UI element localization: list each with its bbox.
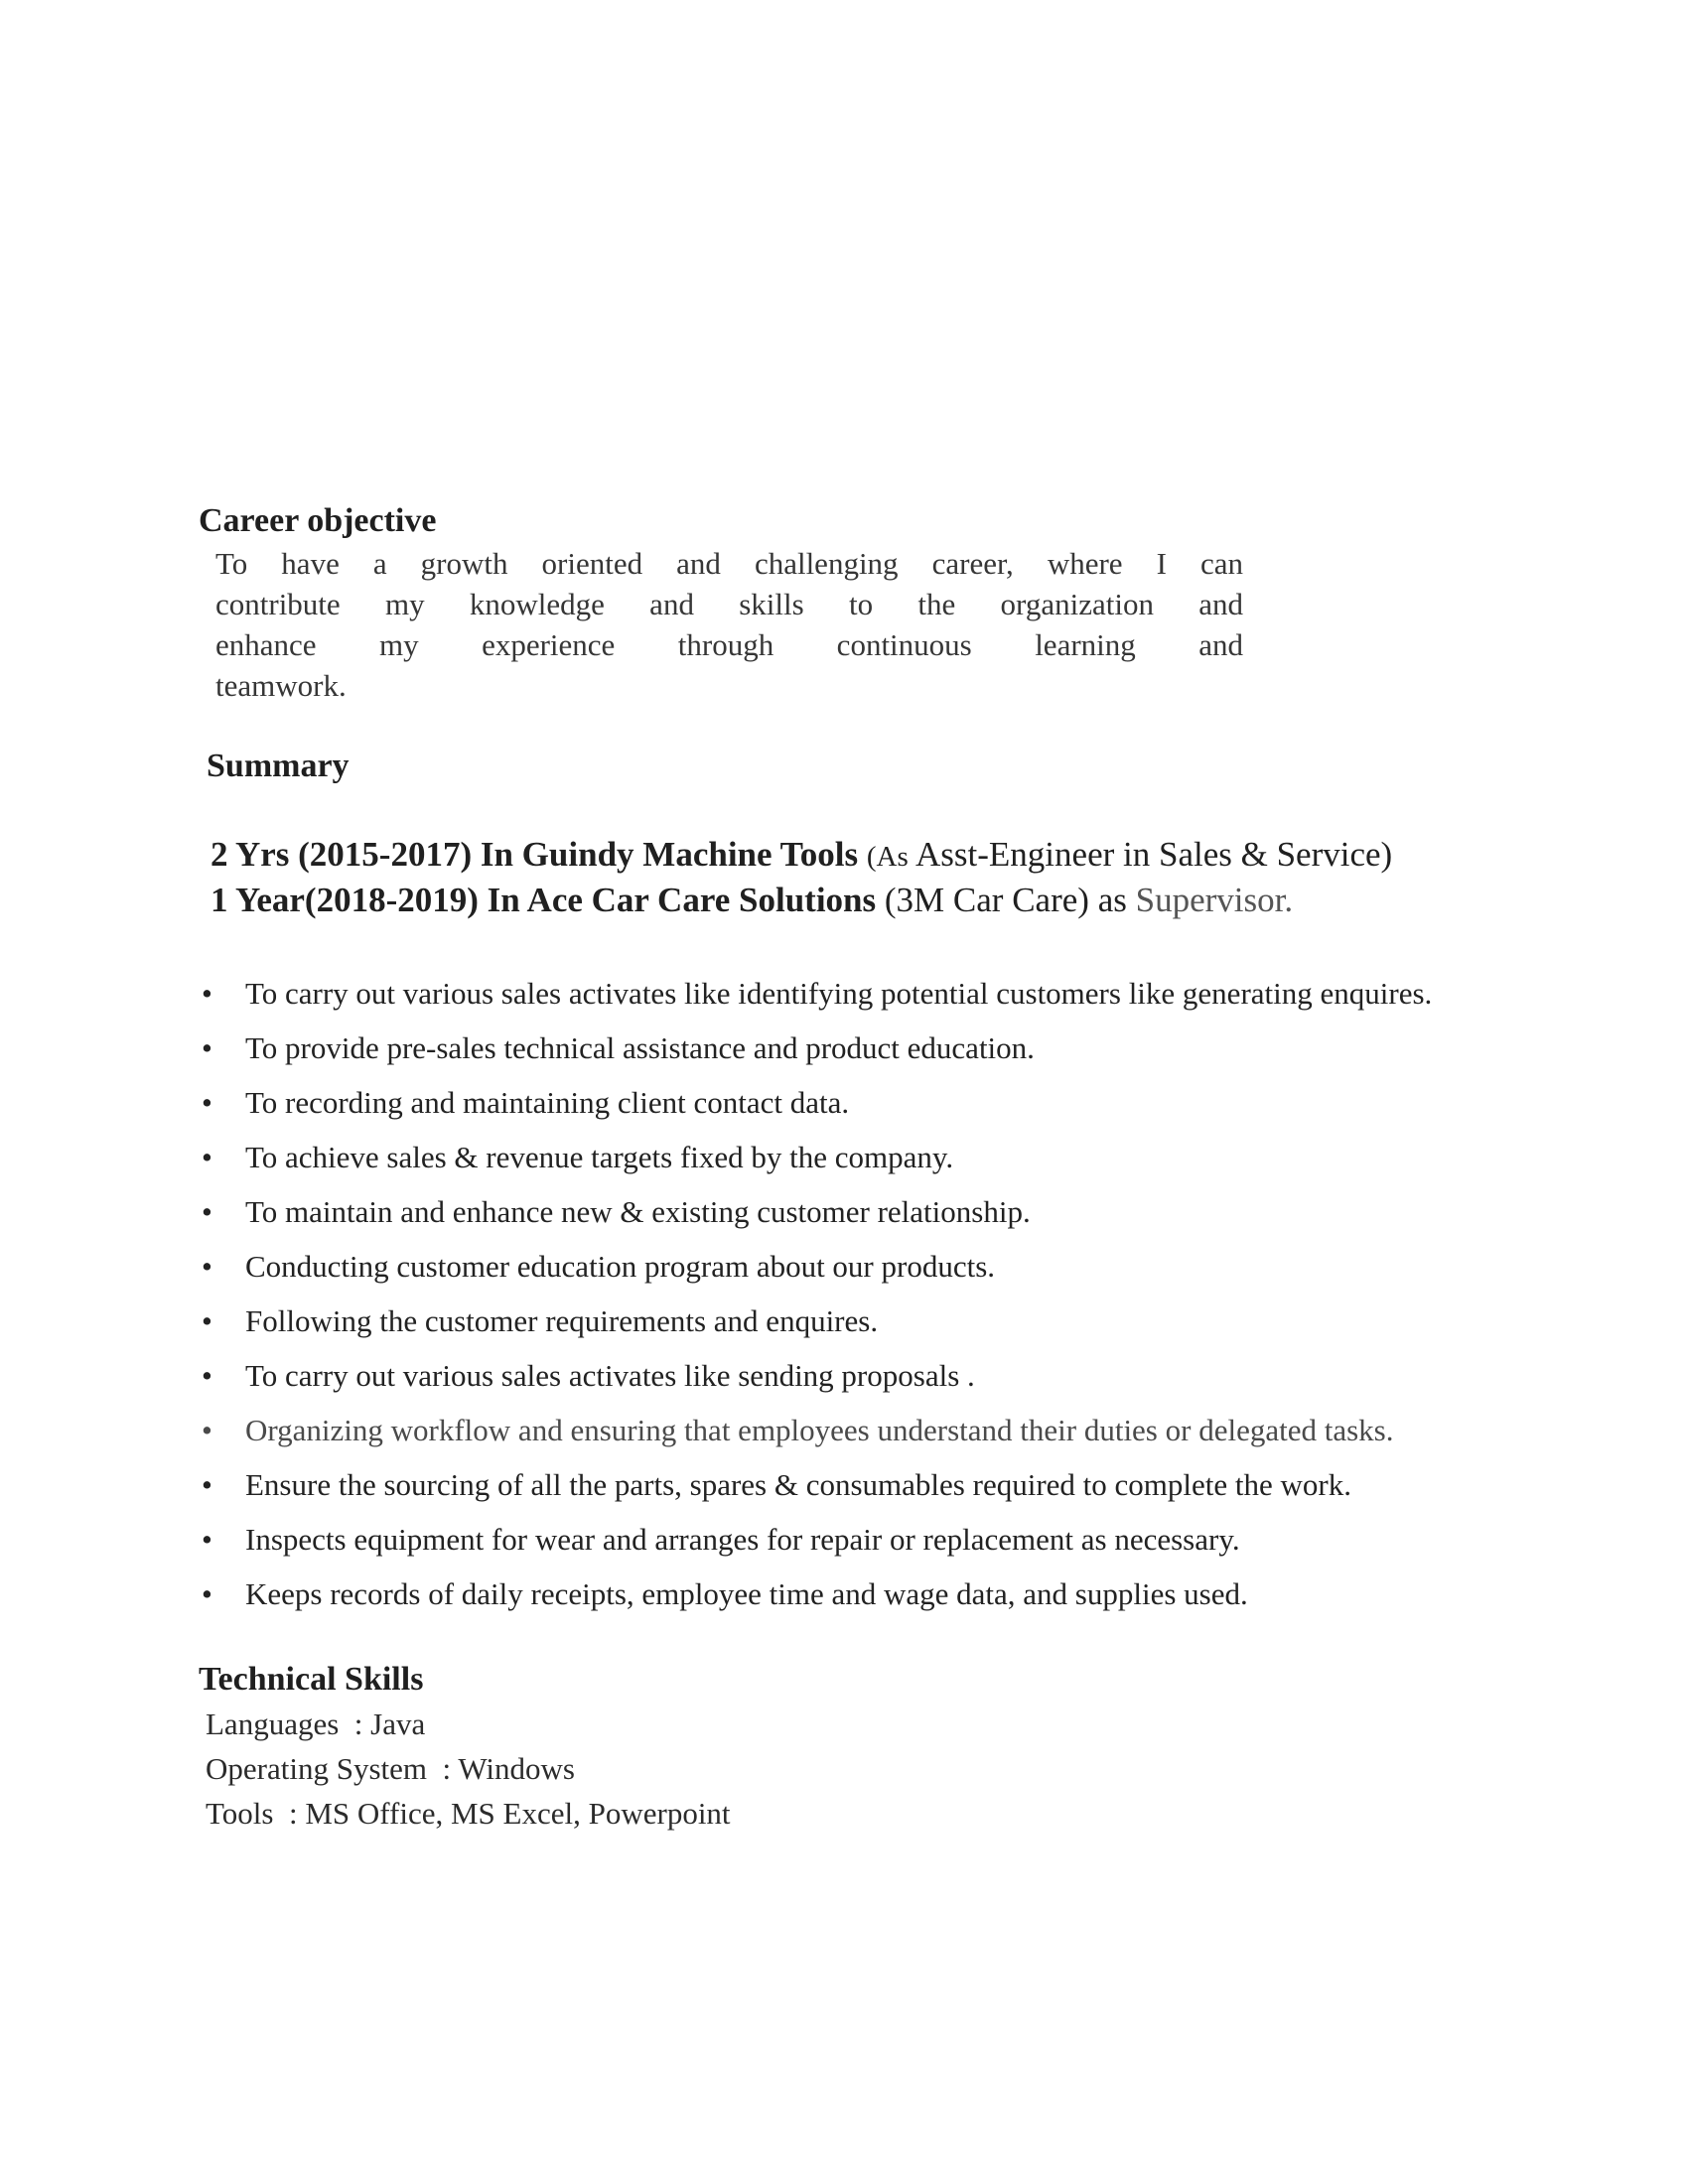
career-objective-paragraph [215,543,1243,706]
bullet-icon: • [202,1249,212,1284]
bullet-icon: • [202,1467,212,1502]
skills-value: MS Office, MS Excel, Powerpoint [305,1796,731,1831]
experience-company: 2 Yrs (2015-2017) In Guindy Machine Tools [211,835,867,874]
bullet-icon: • [202,1085,212,1120]
bullet-icon: • [202,1140,212,1174]
bullet-text: To achieve sales & revenue targets fixed by the company. [245,1140,954,1174]
bullet-icon: • [202,1358,212,1393]
technical-skills-heading: Technical Skills [199,1661,424,1698]
bullet-text: To provide pre-sales technical assistance and product education. [245,1030,1035,1065]
career-objective-heading: Career objective [199,502,437,539]
technical-skills-list [206,1702,1589,1836]
list-item [202,1136,1581,1178]
summary-heading: Summary [207,748,350,784]
bullet-text: To maintain and enhance new & existing customer relationship. [245,1194,1031,1229]
experience-line-2 [211,879,1589,921]
bullet-icon: • [202,1522,212,1557]
skills-separator: : [427,1751,459,1786]
skills-row [206,1791,1589,1836]
bullet-text: To recording and maintaining client contact data. [245,1085,850,1120]
bullet-text: Organizing workflow and ensuring that employees understand their duties or delegated tasks. [245,1413,1394,1447]
paragraph-line: To have a growth oriented and challenging career, where I can [215,546,1243,581]
bullet-icon: • [202,1413,212,1447]
responsibilities-list [202,972,1581,1615]
paragraph-line: contribute my knowledge and skills to the organization and [215,587,1243,621]
list-item [202,1463,1581,1506]
skills-row [206,1702,1589,1746]
list-item [202,1409,1581,1451]
list-item [202,972,1581,1015]
experience-block [211,833,1589,921]
bullet-icon: • [202,1194,212,1229]
experience-role: (3M Car Care) as [884,881,1136,919]
paragraph-line: enhance my experience through continuous learning and [215,627,1243,662]
bullet-text: Conducting customer education program about our products. [245,1249,996,1284]
experience-role-prefix: (As [866,841,916,873]
bullet-text: Keeps records of daily receipts, employee time and wage data, and supplies used. [245,1576,1248,1611]
bullet-icon: • [202,1303,212,1338]
skills-label: Tools [206,1796,274,1831]
bullet-text: Inspects equipment for wear and arranges for repair or replacement as necessary. [245,1522,1240,1557]
skills-label: Operating System [206,1751,427,1786]
bullet-text: Ensure the sourcing of all the parts, spares & consumables required to complete the work. [245,1467,1351,1502]
bullet-text: Following the customer requirements and enquires. [245,1303,879,1338]
experience-role: Asst-Engineer in Sales & Service) [915,835,1393,874]
skills-separator: : [339,1706,371,1741]
experience-company: 1 Year(2018-2019) In Ace Car Care Solutions [211,881,885,919]
list-item [202,1518,1581,1561]
skills-separator: : [273,1796,306,1831]
list-item [202,1190,1581,1233]
experience-line-1 [211,833,1589,879]
experience-role-title: Supervisor. [1135,881,1294,919]
skills-value: Java [370,1706,426,1741]
list-item [202,1299,1581,1342]
bullet-icon: • [202,976,212,1011]
bullet-text: To carry out various sales activates like sending proposals . [245,1358,975,1393]
list-item [202,1081,1581,1124]
bullet-text: To carry out various sales activates like identifying potential customers like generating enquires. [245,976,1433,1011]
skills-row [206,1746,1589,1791]
list-item [202,1245,1581,1288]
bullet-icon: • [202,1576,212,1611]
list-item [202,1572,1581,1615]
page-content [199,498,1589,1836]
paragraph-line: teamwork. [215,668,347,703]
list-item [202,1354,1581,1397]
skills-value: Windows [458,1751,575,1786]
list-item [202,1026,1581,1069]
skills-label: Languages [206,1706,340,1741]
bullet-icon: • [202,1030,212,1065]
